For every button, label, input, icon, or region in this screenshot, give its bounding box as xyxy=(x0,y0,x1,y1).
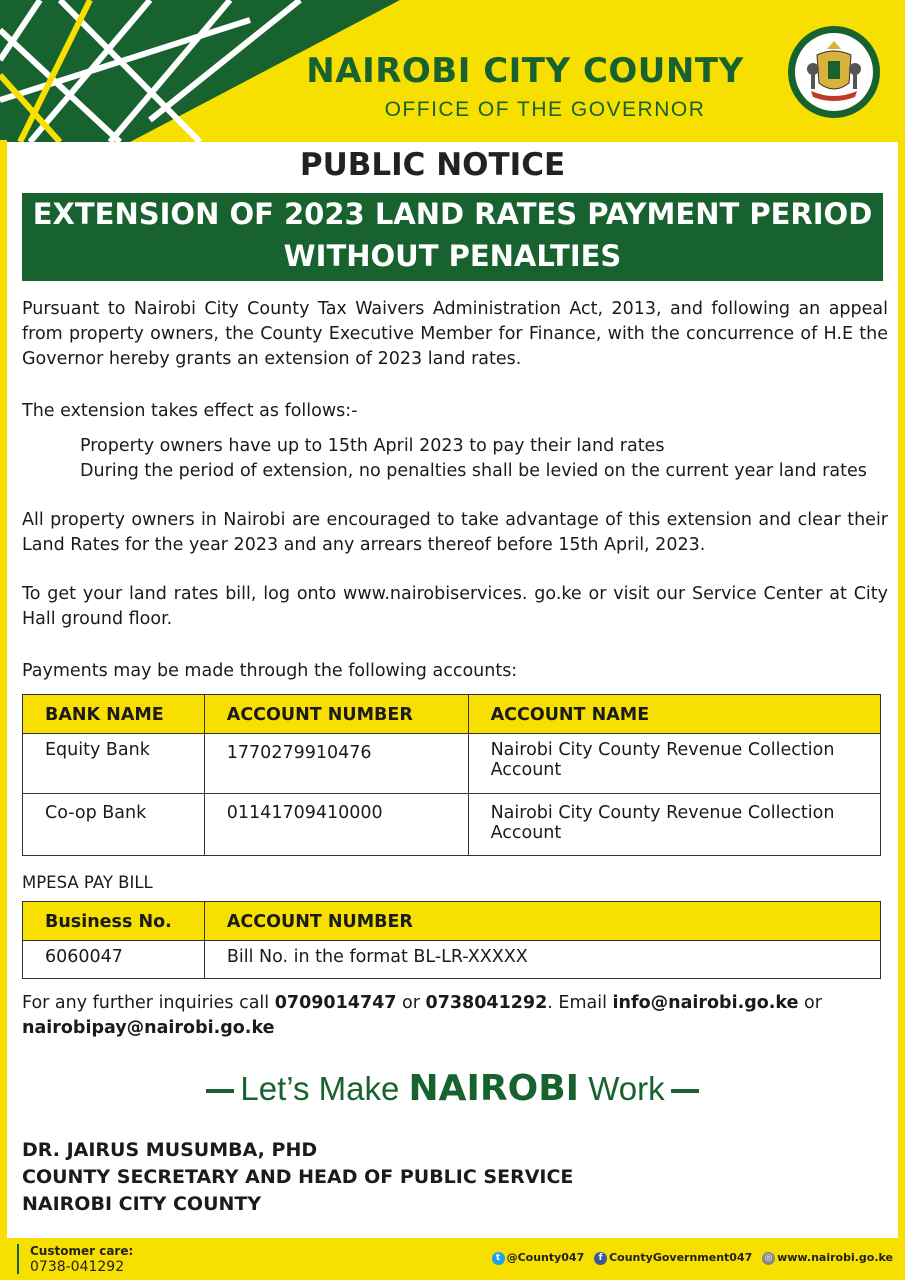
notice-title-line1: EXTENSION OF 2023 LAND RATES PAYMENT PERIOD xyxy=(32,197,873,231)
table-header-row xyxy=(23,902,881,941)
notice-title-banner xyxy=(22,193,883,281)
globe-icon: ◎ xyxy=(762,1252,775,1265)
column-header: ACCOUNT NUMBER xyxy=(204,902,880,941)
slogan xyxy=(0,1068,905,1109)
list-item-deadline: Property owners have up to 15th April 2023 to pay their land rates xyxy=(80,436,665,456)
county-seal-logo xyxy=(787,25,881,119)
website-link[interactable] xyxy=(762,1251,893,1264)
twitter-handle: @County047 xyxy=(506,1251,585,1264)
inquiries-prefix: For any further inquiries call xyxy=(22,993,275,1013)
customer-care-phone: 0738-041292 xyxy=(30,1259,125,1275)
column-header: ACCOUNT NUMBER xyxy=(204,695,468,734)
bank-accounts-table xyxy=(22,694,881,856)
inquiries-or: or xyxy=(396,993,426,1013)
footer-divider xyxy=(17,1244,19,1274)
paragraph-payments: Payments may be made through the following accounts: xyxy=(22,661,518,681)
dash-left xyxy=(206,1089,234,1093)
slogan-suffix: Work xyxy=(579,1070,665,1107)
paragraph-extension: The extension takes effect as follows:- xyxy=(22,401,358,421)
table-cell: 01141709410000 xyxy=(204,794,468,856)
office-name: OFFICE OF THE GOVERNOR xyxy=(384,98,706,121)
social-links xyxy=(486,1251,893,1265)
table-row xyxy=(23,794,881,856)
inquiries-email-prefix: . Email xyxy=(547,993,613,1013)
slogan-prefix: Let’s Make xyxy=(240,1070,409,1107)
public-notice-label: PUBLIC NOTICE xyxy=(299,147,566,183)
facebook-handle: CountyGovernment047 xyxy=(609,1251,753,1264)
paragraph-intro: Pursuant to Nairobi City County Tax Waivers Administration Act, 2013, and following an appeal from property owners, the County Executive Member for Finance, with the concurrence of H.E the Governor hereby grants an extension of 2023 land rates. xyxy=(22,299,888,369)
footer-band xyxy=(0,1238,905,1280)
twitter-link[interactable] xyxy=(492,1251,585,1264)
phone-number-2: 0738041292 xyxy=(425,993,548,1013)
slogan-nairobi: NAIROBI xyxy=(408,1068,580,1109)
table-cell: Equity Bank xyxy=(23,734,205,794)
table-cell: Nairobi City County Revenue Collection Account xyxy=(468,734,880,794)
table-row xyxy=(23,734,881,794)
website-url: www.nairobi.go.ke xyxy=(777,1251,893,1264)
mpesa-table xyxy=(22,901,881,979)
table-cell: Co-op Bank xyxy=(23,794,205,856)
column-header: ACCOUNT NAME xyxy=(468,695,880,734)
paragraph-bill-info: To get your land rates bill, log onto www.nairobiservices. go.ke or visit our Service Center at City Hall ground floor. xyxy=(22,584,888,629)
column-header: BANK NAME xyxy=(23,695,205,734)
dash-right xyxy=(671,1089,699,1093)
column-header: Business No. xyxy=(23,902,205,941)
county-name: NAIROBI CITY COUNTY xyxy=(306,51,744,91)
header-band xyxy=(0,0,905,142)
table-cell: Bill No. in the format BL-LR-XXXXX xyxy=(204,941,880,979)
signatory-title: COUNTY SECRETARY AND HEAD OF PUBLIC SERVICE xyxy=(22,1166,574,1188)
inquiries-text xyxy=(22,991,888,1041)
paragraph-encouragement: All property owners in Nairobi are encouraged to take advantage of this extension and clear their Land Rates for the year 2023 and any arrears thereof before 15th April, 2023. xyxy=(22,510,888,555)
list-item-no-penalties: During the period of extension, no penalties shall be levied on the current year land rates xyxy=(80,461,867,481)
mpesa-paybill-label: MPESA PAY BILL xyxy=(22,873,153,892)
email-info: info@nairobi.go.ke xyxy=(612,993,799,1013)
table-header-row xyxy=(23,695,881,734)
signatory-org: NAIROBI CITY COUNTY xyxy=(22,1193,262,1215)
twitter-icon: t xyxy=(492,1252,505,1265)
email-nairobipay: nairobipay@nairobi.go.ke xyxy=(22,1018,275,1038)
facebook-icon: f xyxy=(594,1252,607,1265)
facebook-link[interactable] xyxy=(594,1251,752,1264)
phone-number-1: 0709014747 xyxy=(274,993,397,1013)
table-row xyxy=(23,941,881,979)
notice-title-line2: WITHOUT PENALTIES xyxy=(283,239,622,273)
customer-care-label: Customer care: xyxy=(30,1244,134,1258)
inquiries-or-2: or xyxy=(798,993,822,1013)
table-cell: 1770279910476 xyxy=(204,734,468,794)
signatory-name: DR. JAIRUS MUSUMBA, PHD xyxy=(22,1139,318,1161)
table-cell: 6060047 xyxy=(23,941,205,979)
table-cell: Nairobi City County Revenue Collection Account xyxy=(468,794,880,856)
